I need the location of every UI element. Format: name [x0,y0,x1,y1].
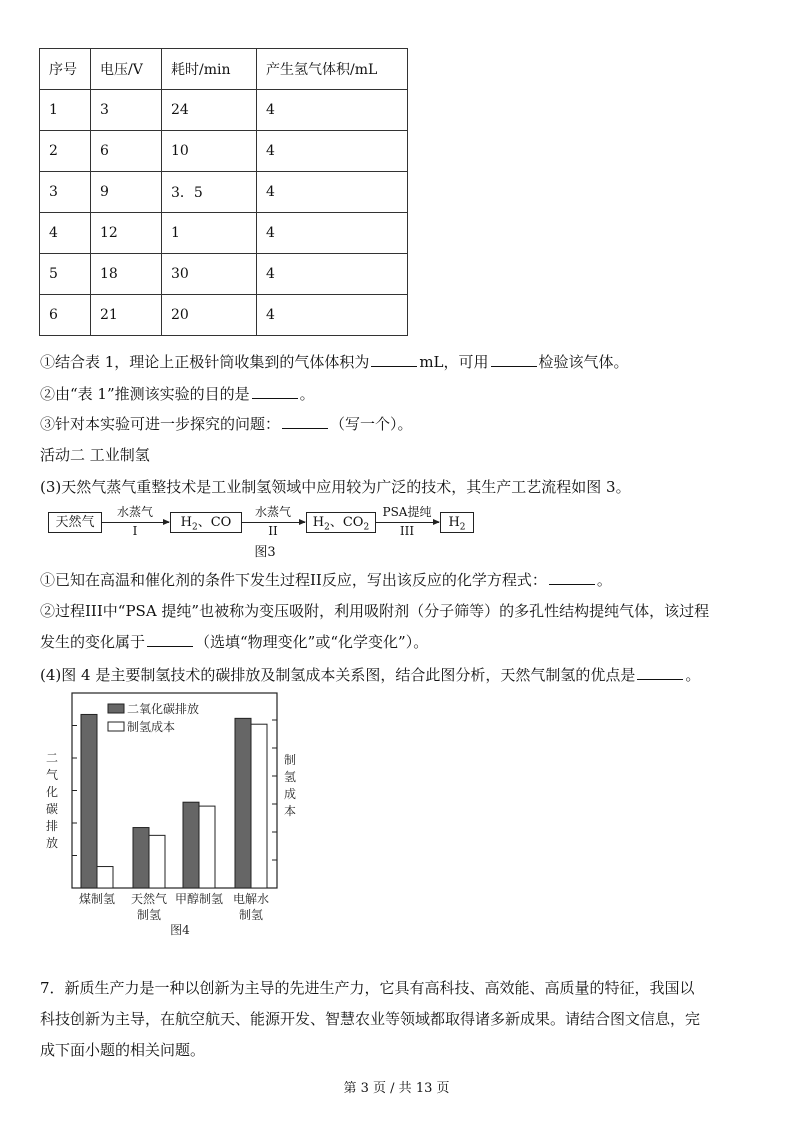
flow-box-natural-gas: 天然气 [48,512,102,533]
paragraph-7-line2: 科技创新为主导，在航空航天、能源开发、智慧农业等领域都取得诸多新成果。请结合图文信息，完 [40,1010,701,1028]
table-cell: 1 [40,90,91,131]
table-cell: 3 [40,172,91,213]
page-footer: 第 3 页 / 共 13 页 [343,1081,450,1096]
table-cell: 18 [91,254,162,295]
category-label: 电解水 [232,892,270,906]
table-cell: 10 [162,131,257,172]
legend-label: 制氢成本 [127,720,176,734]
arrow-label: III [399,524,415,538]
table-cell: 3 [91,90,162,131]
table-cell: 4 [257,213,408,254]
bar-co2-1 [133,828,149,888]
category-label: 制氢 [136,908,162,922]
table-cell: 2 [40,131,91,172]
table-cell: 4 [40,213,91,254]
y-axis-label-char: 化 [45,785,59,799]
table-cell: 6 [40,295,91,336]
y-axis-label-char: 碳 [45,802,59,816]
q3-text: （写一个）。 [330,415,413,433]
table-cell: 6 [91,131,162,172]
table-cell: 4 [257,90,408,131]
y-axis-label-char: 气 [45,768,59,782]
q1-text: ①结合表 1，理论上正极针筒收集到的气体体积为 [40,353,370,371]
legend-label: 二氧化碳排放 [127,702,200,716]
arrow-label: PSA提纯 [382,505,432,519]
bar-cost-0 [97,867,113,888]
formula-sub: 2 [363,522,370,533]
formula: 、CO [197,515,232,530]
table-cell: 20 [162,295,257,336]
bar-co2-2 [183,802,199,888]
q-text: (4)图 4 是主要制氢技术的碳排放及制氢成本关系图，结合此图分析，天然气制氢的优点是 [40,666,636,684]
y-axis-label-char: 二 [45,751,59,765]
table-cell: 21 [91,295,162,336]
table-cell: 24 [162,90,257,131]
y-axis-label-char: 放 [45,836,59,850]
q-text: ①已知在高温和催化剂的条件下发生过程II反应，写出该反应的化学方程式： [40,571,547,589]
paragraph-7-line3: 成下面小题的相关问题。 [40,1041,206,1059]
category-label: 甲醇制氢 [174,892,224,906]
figure-3-caption: 图3 [254,545,276,560]
right-axis-label-char: 本 [283,804,297,818]
category-label: 制氢 [238,908,264,922]
arrow-label: I [132,524,138,538]
q2-text: ②由“表 1”推测该实验的目的是 [40,385,250,403]
bar-cost-1 [149,835,165,888]
question-3-2-line1: ②过程III中“PSA 提纯”也被称为变压吸附，利用吸附剂（分子筛等）的多孔性结构提纯气体，该过程 [40,602,710,620]
q-text: 发生的变化属于 [40,633,146,651]
q2-text: 。 [299,385,315,403]
formula: H [180,515,192,530]
activity-2-heading: 活动二 工业制氢 [40,446,150,464]
header-cell: 产生氢气体积/mL [257,49,408,90]
right-axis-label-char: 成 [283,787,297,801]
bar-co2-3 [235,718,251,888]
table-cell: 5 [40,254,91,295]
q1-text: mL，可用 [419,353,489,371]
bar-co2-0 [81,714,97,888]
figure-4-caption: 图4 [170,923,190,937]
table-cell: 12 [91,213,162,254]
table-cell: 4 [257,172,408,213]
table-cell: 30 [162,254,257,295]
bar-cost-3 [251,724,267,888]
formula: H [448,515,460,530]
formula-sub: 2 [192,522,198,533]
legend-swatch [108,722,124,731]
header-cell: 耗时/min [162,49,257,90]
formula-sub: 2 [324,522,330,533]
right-axis-label-char: 氢 [283,770,297,784]
legend-swatch [108,704,124,713]
q-text: （选填“物理变化”或“化学变化”）。 [195,633,429,651]
right-axis-label-char: 制 [283,753,297,767]
header-cell: 序号 [40,49,91,90]
paragraph-3: (3)天然气蒸气重整技术是工业制氢领域中应用较为广泛的技术，其生产工艺流程如图 3。 [40,478,631,496]
q1-text: 检验该气体。 [538,353,629,371]
category-label: 天然气 [130,892,168,906]
table-cell: 4 [257,295,408,336]
q-text: 。 [596,571,612,589]
bar-cost-2 [199,806,215,888]
arrow-label: 水蒸气 [116,505,153,519]
formula-sub: 2 [459,522,466,533]
category-label: 煤制氢 [78,892,116,906]
formula: H [312,515,325,530]
q3-text: ③针对本实验可进一步探究的问题： [40,415,281,433]
table-cell: 9 [91,172,162,213]
table-cell: 1 [162,213,257,254]
y-axis-label-char: 排 [45,819,59,833]
table-cell: 3．5 [162,172,257,213]
q-text: 。 [685,666,701,684]
header-cell: 电压/V [91,49,162,90]
arrow-label: 水蒸气 [254,505,291,519]
table-cell: 4 [257,131,408,172]
table-cell: 4 [257,254,408,295]
arrow-label: II [268,524,278,538]
paragraph-7-line1: 7．新质生产力是一种以创新为主导的先进生产力，它具有高科技、高效能、高质量的特征，我国以 [40,979,695,997]
formula: 、CO [329,515,364,530]
